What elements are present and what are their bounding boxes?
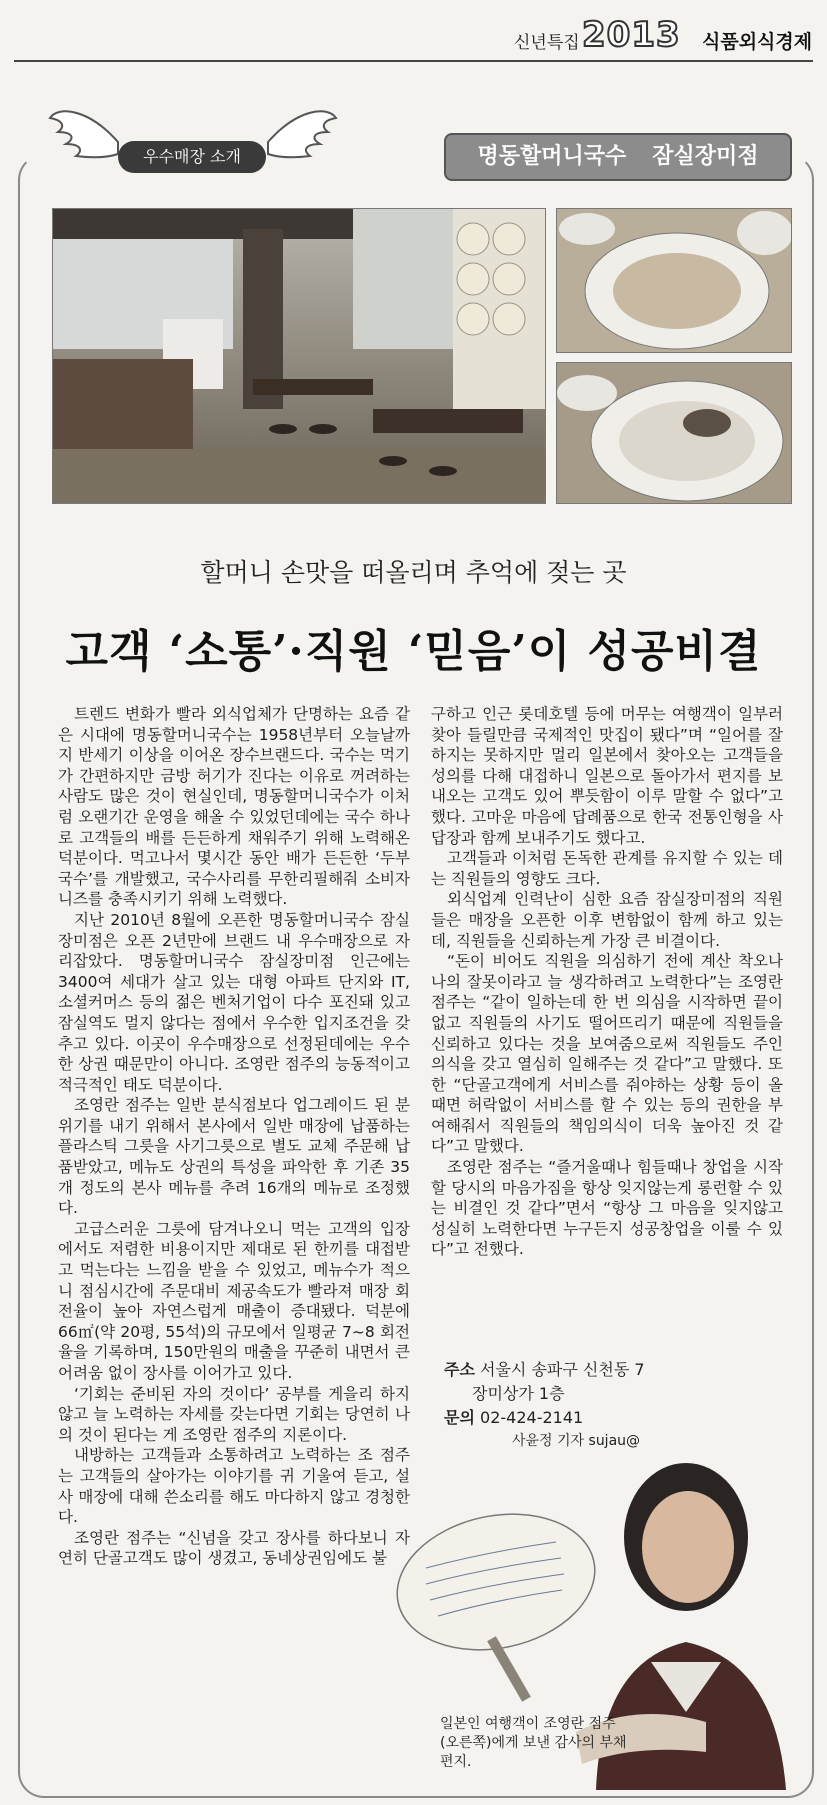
paragraph: “돈이 비어도 직원을 의심하기 전에 계산 착오나 나의 잘못이라고 늘 생각하려고 노력한다”는 조영란 점주는 “같이 일하는데 한 번 의심을 시작하면 끝이 없고 직원들의 사기도 떨어뜨리기 때문에 직원들을 신뢰하고 있다는 것을 보여줌으로써 직원들도 주인의식을 갖고 열심히 일해주는 것 같다”고 말했다. 또한 “단골고객에게 서비스를 줘야하는 상황 등이 올때면 허락없이 서비스를 할 수 있는 등의 권한을 부여해줘서 직원들의 책임의식이 더욱 높아진 것 같다”고 말했다.: [431, 952, 783, 1156]
address-line2: 장미상가 1층: [472, 1384, 565, 1403]
paragraph: ‘기회는 준비된 자의 것이다’ 공부를 게을리 하지 않고 늘 노력하는 자세를 갖는다면 기회는 당연히 나의 것이 된다는 게 조영란 점주의 지론이다.: [58, 1384, 410, 1444]
section-badge: 우수매장 소개: [118, 141, 266, 173]
body-column-left: [58, 704, 410, 1569]
article-subhead: 할머니 손맛을 떠올리며 추억에 젖는 곳: [200, 558, 627, 587]
noodle-photo-top: [556, 208, 792, 353]
article-headline: 고객 ‘소통’·직원 ‘믿음’이 성공비결: [65, 626, 762, 677]
paragraph: 내방하는 고객들과 소통하려고 노력하는 조 점주는 고객들의 살아가는 이야기를 귀 기울여 듣고, 설사 매장에 대해 쓴소리를 해도 마다하지 않고 경청한다.: [58, 1446, 410, 1527]
body-column-right: [431, 704, 783, 1260]
paragraph: 트렌드 변화가 빨라 외식업체가 단명하는 요즘 같은 시대에 명동할머니국수는 1958년부터 오늘날까지 반세기 이상을 이어온 장수브랜드다. 국수는 먹기가 간편하지만 금방 허기가 진다는 이유로 꺼려하는 사람도 많은 것이 현실인데, 명동할머니국수가 이처럼 오랜기간 운영을 해올 수 있었던데에는 국수 하나로 고객들의 배를 든든하게 채워주기 위해 노력해온 덕분이다. 먹고나서 몇시간 동안 배가 든든한 ‘두부국수’를 개발했고, 국수사리를 무한리필해줘 소비자 니즈를 충족시키기 위해 노력했다.: [58, 705, 410, 909]
newspaper-name: 식품외식경제: [702, 31, 813, 53]
paragraph: 외식업계 인력난이 심한 요즘 잠실장미점의 직원들은 매장을 오픈한 이후 변함없이 함께 하고 있는데, 직원들을 신뢰하는게 가장 큰 비결이다.: [431, 890, 783, 950]
reporter-byline: 사윤정 기자 sujau@: [512, 1433, 641, 1449]
photo-caption: 일본인 여행객이 조영란 점주(오른쪽)에게 보낸 감사의 부채 편지.: [440, 1716, 627, 1770]
header-rule: [14, 60, 813, 62]
paragraph: 구하고 인근 롯데호텔 등에 머무는 여행객이 일부러 찾아 들릴만큼 국제적인 맛집이 됐다”며 “일어를 잘 하지는 못하지만 멀리 일본에서 찾아오는 고객들을 성의를 다해 대접하니 일본으로 돌아가서 편지를 보내오는 고객도 있어 뿌듯함이 이루 말할 수 없다”고 했다. 고마운 마음에 답례품으로 한국 전통인형을 사 답장과 함께 보내주기도 했다고.: [431, 705, 783, 847]
page-header: [0, 0, 827, 62]
paragraph: 조영란 점주는 “즐거울때나 힘들때나 창업을 시작할 당시의 마음가짐을 항상 잊지않는게 롱런할 수 있는 비결인 것 같다”면서 “항상 그 마음을 잊지않고 성실히 노력한다면 누구든지 성공창업을 이룰 수 있다”고 전했다.: [431, 1158, 783, 1259]
contact-label: 문의: [444, 1408, 475, 1427]
paragraph: 조영란 점주는 “신념을 갖고 장사를 하다보니 자연히 단골고객도 많이 생겼고, 동네상권임에도 불: [58, 1528, 410, 1568]
special-issue-label: 신년특집: [514, 33, 580, 53]
store-interior-photo: [52, 208, 546, 504]
noodle-photo-bottom: [556, 362, 792, 504]
paragraph: 조영란 점주는 일반 분식점보다 업그레이드 된 분위기를 내기 위해서 본사에서 일반 매장에 납품하는 플라스틱 그릇을 사기그릇으로 별도 교체 주문해 납품받았고, 메뉴도 상권의 특성을 파악한 후 기존 35개 정도의 본사 메뉴를 추려 16개의 메뉴로 조정했다.: [58, 1096, 410, 1218]
store-brand: 명동할머니국수: [477, 144, 627, 169]
paragraph: 고급스러운 그릇에 담겨나오니 먹는 고객의 입장에서도 저렴한 비용이지만 제대로 된 한끼를 대접받고 먹는다는 느낌을 받을 수 있었고, 메뉴수가 적으니 점심시간에 주문대비 제공속도가 빨라져 매장 회전율이 높아 자연스럽게 매출이 증대됐다. 덕분에 66㎡(약 20평, 55석)의 규모에서 일평균 7~8 회전율을 기록하며, 150만원의 매출을 꾸준히 내면서 큰 어려움 없이 장사를 이어가고 있다.: [58, 1219, 410, 1382]
address-line1: 서울시 송파구 신천동 7: [480, 1360, 645, 1379]
paragraph: 지난 2010년 8월에 오픈한 명동할머니국수 잠실장미점은 오픈 2년만에 브랜드 내 우수매장으로 자리잡았다. 명동할머니국수 잠실장미점 인근에는 3400여 세대가 살고 있는 대형 아파트 단지와 IT, 소셜커머스 등의 젊은 벤처기업이 다수 포진돼 있고 잠실역도 멀지 않다는 점에서 우수한 입지조건을 갖추고 있다. 이곳이 우수매장으로 선정된데에는 우수한 상권 때문만이 아니다. 조영란 점주의 능동적이고 적극적인 태도 덕분이다.: [58, 910, 410, 1094]
address-label: 주소: [444, 1360, 475, 1379]
store-branch: 잠실장미점: [652, 144, 759, 169]
store-name-box: [444, 133, 792, 181]
paragraph: 고객들과 이처럼 돈독한 관계를 유지할 수 있는 데는 직원들의 영향도 크다.: [431, 849, 783, 888]
issue-year: 2013: [582, 15, 681, 55]
phone-number: 02-424-2141: [480, 1408, 584, 1427]
